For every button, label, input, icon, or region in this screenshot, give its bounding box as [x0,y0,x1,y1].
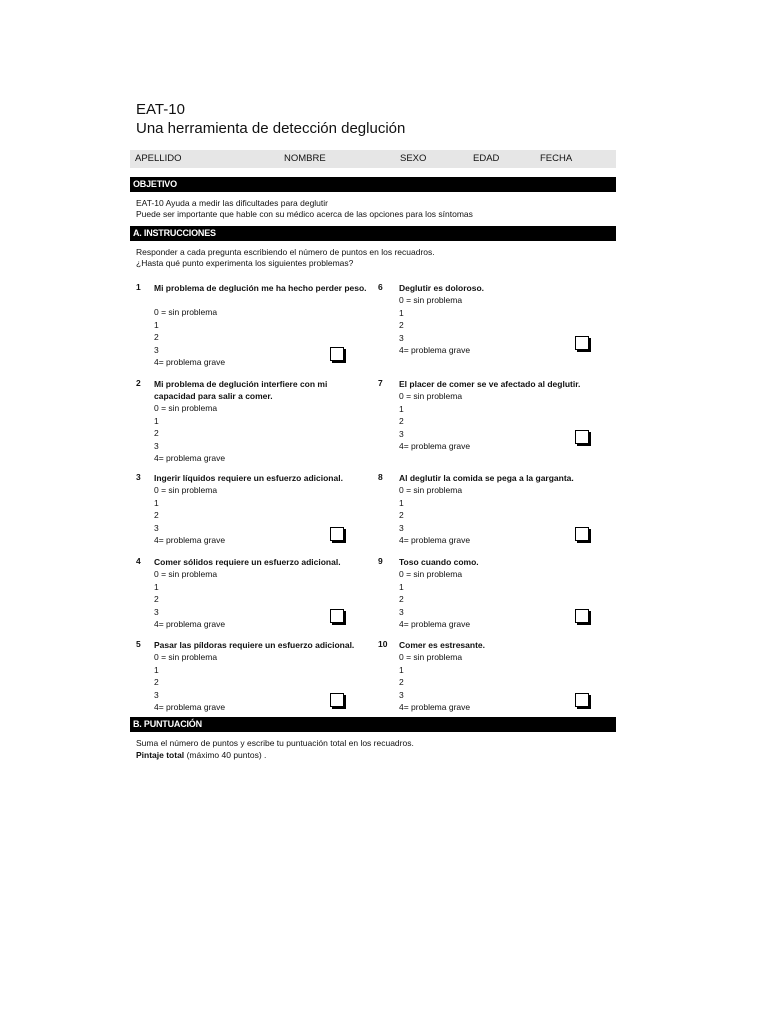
question-text: El placer de comer se ve afectado al deglutir. [399,379,581,389]
puntuacion-total-line [136,750,266,761]
question-number: 2 [136,378,141,388]
answer-options: 0 = sin problema 1 2 3 4= problema grave [399,391,471,451]
field-nombre[interactable]: NOMBRE [284,153,326,164]
answer-options: 0 = sin problema 1 2 3 4= problema grave [399,569,471,629]
score-checkbox-9[interactable] [575,609,589,623]
score-checkbox-8[interactable] [575,527,589,541]
question-number: 7 [378,378,383,388]
score-checkbox-5[interactable] [330,693,344,707]
question-text: Comer es estresante. [399,640,485,650]
puntuacion-line-1: Suma el número de puntos y escribe tu puntuación total en los recuadros. [136,738,414,748]
objetivo-line-1: EAT-10 Ayuda a medir las dificultades para deglutir [136,198,328,208]
question-9 [378,556,613,636]
field-edad[interactable]: EDAD [473,153,500,164]
instrucciones-line-2: ¿Hasta qué punto experimenta los siguientes problemas? [136,258,354,268]
score-checkbox-4[interactable] [330,609,344,623]
answer-options: 0 = sin problema 1 2 3 4= problema grave [154,307,226,367]
field-sexo[interactable]: SEXO [400,153,427,164]
question-4 [136,556,376,636]
question-text: Mi problema de deglución me ha hecho perder peso. [154,283,367,293]
total-label: Pintaje total [136,750,185,760]
score-checkbox-3[interactable] [330,527,344,541]
question-text: Pasar las píldoras requiere un esfuerzo adicional. [154,640,355,650]
answer-options: 0 = sin problema 1 2 3 4= problema grave [154,569,226,629]
question-5 [136,639,376,719]
answer-options: 0 = sin problema 1 2 3 4= problema grave [154,652,226,712]
question-10 [378,639,613,719]
question-text: Comer sólidos requiere un esfuerzo adicional. [154,557,341,567]
question-text: Mi problema de deglución interfiere con mi capacidad para salir a comer. [154,379,328,401]
question-number: 1 [136,282,141,292]
question-number: 4 [136,556,141,566]
section-puntuacion-heading: B. PUNTUACIÓN [130,717,616,732]
answer-options: 0 = sin problema 1 2 3 4= problema grave [154,403,226,463]
question-7 [378,378,613,458]
section-instrucciones-heading: A. INSTRUCCIONES [130,226,616,241]
instrucciones-line-1: Responder a cada pregunta escribiendo el número de puntos en los recuadros. [136,247,435,257]
score-checkbox-6[interactable] [575,336,589,350]
question-text: Ingerir líquidos requiere un esfuerzo adicional. [154,473,343,483]
score-checkbox-1[interactable] [330,347,344,361]
question-text: Al deglutir la comida se pega a la garganta. [399,473,574,483]
question-number: 6 [378,282,383,292]
question-text: Deglutir es doloroso. [399,283,485,293]
question-text: Toso cuando como. [399,557,479,567]
total-note: (máximo 40 puntos) . [186,750,267,760]
objetivo-line-2: Puede ser importante que hable con su médico acerca de las opciones para los síntomas [136,209,473,219]
question-number: 9 [378,556,383,566]
form-code: EAT-10 [136,101,185,118]
question-number: 8 [378,472,383,482]
score-checkbox-7[interactable] [575,430,589,444]
score-checkbox-10[interactable] [575,693,589,707]
answer-options: 0 = sin problema 1 2 3 4= problema grave [399,485,471,545]
answer-options: 0 = sin problema 1 2 3 4= problema grave [399,295,471,355]
question-6 [378,282,613,362]
question-2 [136,378,376,468]
question-number: 3 [136,472,141,482]
answer-options: 0 = sin problema 1 2 3 4= problema grave [154,485,226,545]
field-apellido[interactable]: APELLIDO [135,153,182,164]
form-title: Una herramienta de detección deglución [136,120,406,137]
patient-fields-bar [130,150,616,168]
field-fecha[interactable]: FECHA [540,153,573,164]
question-number: 10 [378,639,388,649]
question-number: 5 [136,639,141,649]
answer-options: 0 = sin problema 1 2 3 4= problema grave [399,652,471,712]
section-objetivo-heading: OBJETIVO [130,177,616,192]
